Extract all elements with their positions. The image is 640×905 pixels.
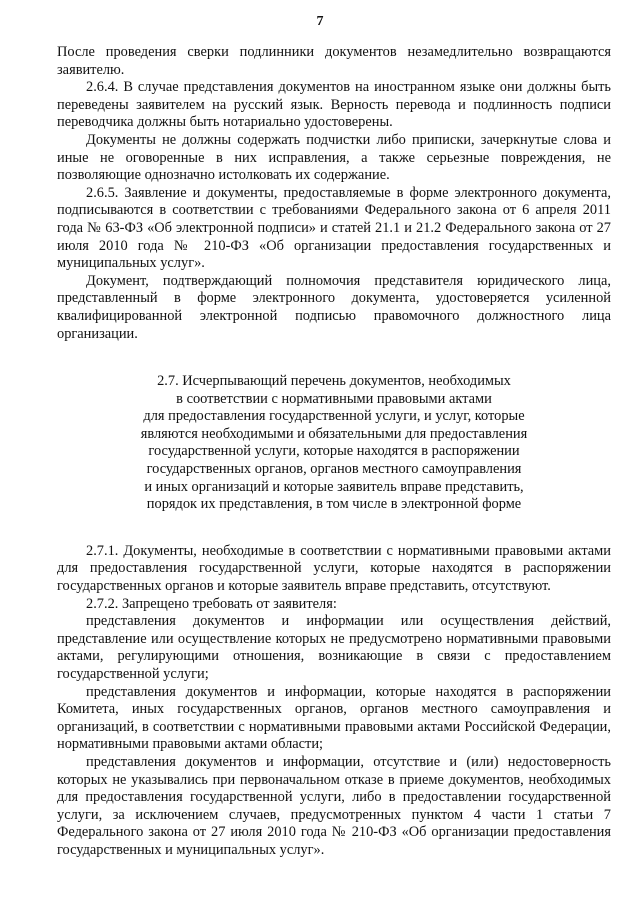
paragraph-2-7-1: 2.7.1. Документы, необходимые в соответствии с нормативными правовыми актами для предоставления государственной услуги, которые находятся в распоряжении государственных органов и которые заявитель вправе представить, отсутствуют. bbox=[57, 542, 611, 595]
document-body bbox=[57, 44, 611, 860]
heading-line: 2.7. Исчерпывающий перечень документов, необходимых bbox=[157, 373, 511, 390]
heading-line: являются необходимыми и обязательными для предоставления bbox=[140, 425, 528, 442]
list-item-undisclosed-deficiencies: представления документов и информации, отсутствие и (или) недостоверность которых не указывались при первоначальном отказе в приеме документов, необходимых для предоставления государственной услуги, либо в предоставлении государственной услуги, за исключением случаев, предусмотренных пунктом 4 части 1 статьи 7 Федерального закона от 27 июля 2010 года № 210-ФЗ «Об организации предоставления государственных и муниципальных услуг». bbox=[57, 753, 611, 858]
list-item-prohibited-actions: представления документов и информации или осуществления действий, представление или осуществление которых не предусмотрено нормативными правовыми актами, регулирующими отношения, возникающие в связи с предоставлением государственной услуги; bbox=[57, 613, 611, 682]
heading-line: и иных организаций и которые заявитель вправе представить, bbox=[144, 478, 524, 495]
list-item-documents-in-possession: представления документов и информации, которые находятся в распоряжении Комитета, иных государственных органов, органов местного самоуправления и организаций, в соответствии с нормативными правовыми актами Российской Федерации, нормативными правовыми актами области; bbox=[57, 683, 611, 753]
section-heading-2-7 bbox=[57, 373, 611, 514]
paragraph-2-6-4: 2.6.4. В случае представления документов на иностранном языке они должны быть переведены заявителем на русский язык. Верность перевода и подлинность подписи переводчика должны быть нотариально удостоверены. bbox=[57, 79, 611, 131]
paragraph-no-corrections: Документы не должны содержать подчистки либо приписки, зачеркнутые слова и иные не оговоренные в них исправления, а также серьезные повреждения, не позволяющие однозначно истолковать их содержание. bbox=[57, 131, 611, 184]
paragraph-representative-authority: Документ, подтверждающий полномочия представителя юридического лица, представленный в форме электронного документа, удостоверяется усиленной квалифицированной электронной подписью правомочного должностного лица организации. bbox=[57, 272, 611, 342]
heading-line: в соответствии с нормативными правовыми актами bbox=[176, 390, 492, 407]
paragraph-2-7-2: 2.7.2. Запрещено требовать от заявителя: bbox=[86, 595, 337, 612]
page-number: 7 bbox=[316, 14, 324, 29]
paragraph-2-6-5: 2.6.5. Заявление и документы, предоставляемые в форме электронного документа, подписываются в соответствии с требованиями Федерального закона от 6 апреля 2011 года № 63-ФЗ «Об электронной подписи» и статей 21.1 и 21.2 Федерального закона от 27 июля 2010 года № 210-ФЗ «Об организации предоставления государственных и муниципальных услуг». bbox=[57, 184, 611, 272]
heading-line: порядок их представления, в том числе в электронной форме bbox=[146, 496, 522, 513]
heading-line: для предоставления государственной услуги, и услуг, которые bbox=[143, 408, 525, 425]
paragraph-originals-returned: После проведения сверки подлинники документов незамедлительно возвращаются заявителю. bbox=[57, 44, 611, 78]
heading-line: государственной услуги, которые находятся в распоряжении bbox=[148, 443, 520, 460]
heading-line: государственных органов, органов местного самоуправления bbox=[146, 461, 522, 478]
